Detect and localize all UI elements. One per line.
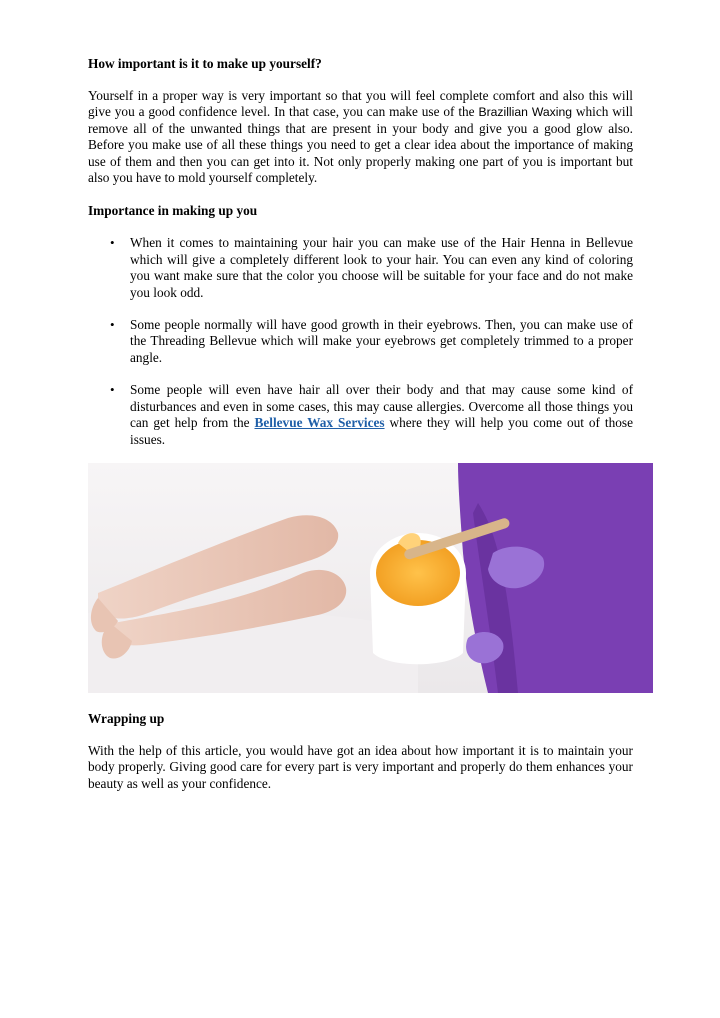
bullet-icon: • — [110, 382, 115, 398]
intro-paragraph — [88, 88, 633, 186]
bullet-icon: • — [110, 317, 115, 333]
brazilian-waxing-text: Brazillian Waxing — [478, 105, 573, 120]
section-heading-importance: Importance in making up you — [88, 203, 258, 219]
list-item-text: Some people normally will have good growth in their eyebrows. Then, you can make use of the Threading Bellevue which will make your eyebrows get completely trimmed to a proper angle. — [130, 317, 633, 365]
document-body — [88, 56, 633, 448]
intro-text-end: which will remove all of the unwanted things that are present in your body and give you a good glow also. Before you make use of all these things you need to get a clear idea about the importance of making use of them and then you can get into it. Not only properly making one part of you is important but also you have to mold yourself completely. — [88, 104, 633, 186]
bullet-icon: • — [110, 235, 115, 251]
list-item-text-end: where they will help you come out of those issues. — [130, 415, 633, 447]
list-item — [88, 235, 633, 301]
importance-list — [88, 235, 633, 447]
bellevue-wax-services-link[interactable]: Bellevue Wax Services — [254, 415, 385, 431]
intro-text-start: Yourself in a proper way is very important so that you will feel complete comfort and also this will give you a good confidence level. In that case, you can make use of the — [88, 88, 633, 120]
waxing-photo — [88, 463, 653, 693]
list-item-text: Some people will even have hair all over their body and that may cause some kind of disturbances and even in some cases, this may cause allergies. Overcome all those things you can get help from the — [130, 382, 633, 431]
wrapping-section — [88, 711, 633, 792]
section-heading-make-up: How important is it to make up yourself? — [88, 56, 322, 71]
list-item-text: When it comes to maintaining your hair you can make use of the Hair Henna in Bellevue which will give a completely different look to your hair. You can even any kind of coloring you want make sure that the color you choose will be suitable for your face and do not make you look odd. — [130, 235, 633, 300]
section-heading-wrapping: Wrapping up — [88, 711, 165, 726]
wrapping-paragraph: With the help of this article, you would have got an idea about how important it is to maintain your body properly. Giving good care for every part is very important and properly do them enhances your beauty as well as your confidence. — [88, 743, 633, 791]
list-item — [88, 317, 633, 366]
list-item — [88, 382, 633, 448]
waxing-illustration — [88, 463, 653, 693]
